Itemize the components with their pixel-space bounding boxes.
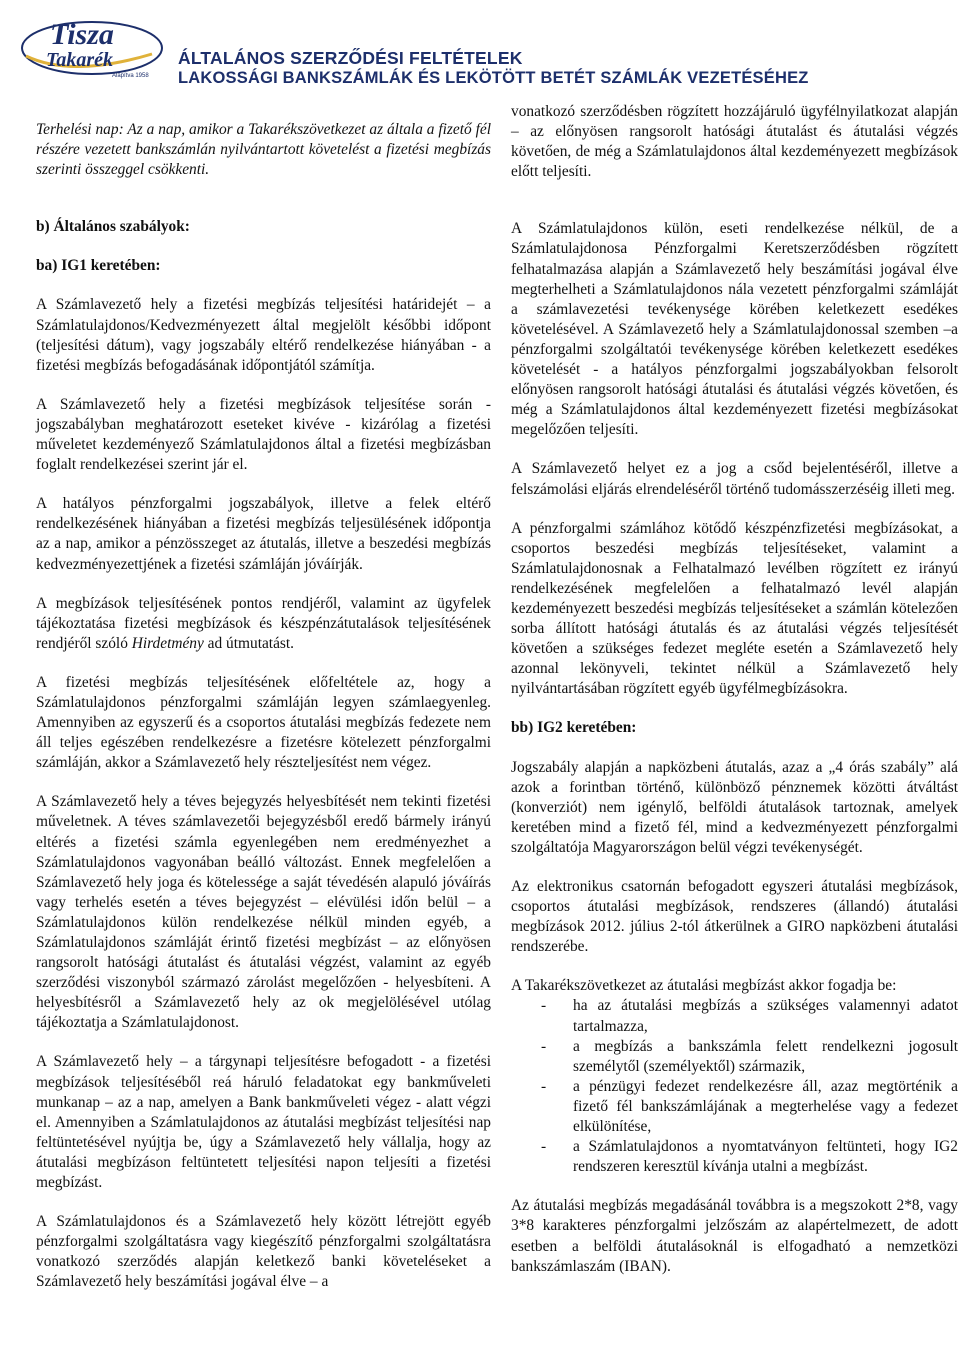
paragraph: A Számlavezető helyet ez a jog a csőd bejelentéséről, illetve a felszámolási eljárás elrendeléséről történő tudomásszerzéséig illeti meg. (511, 460, 958, 498)
company-logo (12, 4, 164, 86)
list-dash: - (541, 1037, 547, 1055)
svg-text:Tisza: Tisza (50, 18, 114, 51)
header-title-line2: LAKOSSÁGI BANKSZÁMLÁK ÉS LEKÖTÖTT BETÉT SZÁMLÁK VEZETÉSÉHEZ (178, 69, 809, 87)
list-item-text: a megbízás a bankszámla felett rendelkezni jogosult személytől (személyektől) származik, (573, 1037, 958, 1075)
svg-text:Alapítva 1958: Alapítva 1958 (112, 73, 149, 79)
paragraph: A Számlatulajdonos és a Számlavezető hely között létrejött egyéb pénzforgalmi szolgáltatásra vagy kiegészítő pénzforgalmi szolgáltatásra vonatkozó szerződés alapján keletkező banki követeléseket a Számlavezető hely beszámítási jogával élve – a (36, 1213, 491, 1291)
paragraph: A hatályos pénzforgalmi jogszabályok, illetve a felek eltérő rendelkezésének hiányában a fizetési megbízás teljesülésének időpontja az a nap, amikor a pénzösszeget az átutalás, illetve a beszedési megbízás kedvezményezettjének a fizetési számláján jóváírják. (36, 495, 491, 573)
paragraph: A pénzforgalmi számlához kötődő készpénzfizetési megbízásokat, a csoportos beszedési megbízás teljesítéseket, valamint a Számlatulajdonosnak a Felhatalmazó levélben rögzített ez irányú rendelkezésének megfelelően a felhatalmazó levél alapján kezdeményezett beszedési megbízás teljesítéseket a számlán kötelezően sorba állított hatósági átutalás és az átutalási végzés teljesítését követően a szükséges fedezet megléte esetén a Számlavezető hely azonnal lekönyveli, tekintet nélkül a Számlavezető hely nyilvántartásában rögzített egyéb ügyfélmegbízásokra. (511, 519, 958, 698)
list-item (511, 1037, 958, 1077)
right-column (511, 102, 958, 1296)
header-title-line1: ÁLTALÁNOS SZERZŐDÉSI FELTÉTELEK (178, 48, 523, 68)
svg-text:Takarék: Takarék (46, 49, 114, 71)
acceptance-conditions-list (511, 996, 958, 1177)
section-heading-b: b) Általános szabályok: (36, 218, 190, 236)
paragraph: A Számlavezető hely – a tárgynapi teljesítésre befogadott - a fizetési megbízások teljesítéséből reá háruló feladatokat egy bankműveleti munkanap – az a nap, amelyen a Bank bankműveleti végez - alatt végzi el. Amennyiben a Számlatulajdonos az átutalási megbízást teljesítési nap feltüntetésével nyújtja be, úgy a Számlavezető hely vállalja, hogy az átutalási megbízáson feltüntetett teljesítési napon teljesíti a fizetési megbízást. (36, 1053, 491, 1192)
paragraph: A Számlatulajdonos külön, eseti rendelkezése nélkül, de a Számlatulajdonosa Pénzforgalmi Keretszerződésben rögzített felhatalmazása alapján a Számlavezető hely beszámítási jogával élve megterhelheti a Számlatulajdonos nála vezetett pénzforgalmi számláját a számlavezetési tevékenysége körében keletkezett esedékes követelésével. A Számlavezető hely a Számlatulajdonossal szemben –a pénzforgalmi szolgáltatói tevékenysége körében keletkezett esedékes követelését - a hatályos pénzforgalmi jogszabályokban felsorolt előnyösen rangsorolt hatósági átutalási és átutalási végzés követően, és még a Számlatulajdonos által kezdeményezett fizetési megbízásokat megelőzően teljesíti. (511, 220, 958, 439)
terheles-nap-definition: Az a nap, amikor a Takarékszövetkezet az általa a fizető fél részére vezetett bankszámlán nyilvántartott követelést a fizetési megbízás szerinti összeggel csökkenti. (36, 121, 491, 179)
text-run: A megbízások teljesítésének pontos rendjéről, valamint az ügyfelek tájékoztatása fizetési megbízások és készpénzátutalások teljesítésének rendjéről szóló (36, 594, 491, 652)
term-terheles-nap: Terhelési nap: (36, 121, 124, 138)
subsection-heading-ba: ba) IG1 keretében: (36, 257, 161, 275)
paragraph: A Számlavezető hely a fizetési megbízások teljesítése során - jogszabályban meghatározott eseteket kivéve - kizárólag a fizetési műveletet kezdeményező Számlatulajdonos által a fizetési megbízásban foglalt rendelkezései szerint jár el. (36, 395, 491, 474)
paragraph: Az elektronikus csatornán befogadott egyszeri átutalási megbízások, csoportos átutalási megbízások, rendszeres (állandó) átutalási megbízások 2012. július 2-tól átkerülnek a GIRO napközbeni átutalási rendszerébe. (511, 878, 958, 956)
list-item (511, 1077, 958, 1137)
paragraph: Jogszabály alapján a napközbeni átutalás, azaz a „4 órás szabály” alá azok a forintban történő, különböző pénznemek közötti átváltást (konverziót) nem igénylő, belföldi átutalások tartoznak, amelyek keretében mind a fizető fél, mind a kedvezményezett pénzforgalmi szolgáltatója Magyarországon belül végzi tevékenységét. (511, 758, 958, 856)
terheles-nap-paragraph (36, 120, 491, 180)
list-item-text: ha az átutalási megbízás a szükséges valamennyi adatot tartalmazza, (573, 997, 958, 1035)
left-column (36, 120, 491, 1293)
subsection-heading-bb: bb) IG2 keretében: (511, 719, 637, 737)
paragraph: A fizetési megbízás teljesítésének előfeltétele az, hogy a Számlatulajdonos pénzforgalmi számláján legyen számlaegyenleg. Amennyiben az egyszerű és a csoportos átutalási megbízás fedezete nem áll teljes egészében rendelkezésre a fizetésre kötelezett pénzforgalmi számláján, akkor a Számlavezető hely részteljesítést nem végez. (36, 673, 491, 772)
hirdetmeny-reference: Hirdetmény (131, 634, 204, 652)
list-dash: - (541, 997, 547, 1015)
list-dash: - (541, 1138, 547, 1156)
list-intro: A Takarékszövetkezet az átutalási megbízást akkor fogadja be: (511, 977, 897, 995)
list-item (511, 1137, 958, 1177)
document-header (178, 48, 948, 88)
paragraph-hirdetmeny (36, 594, 491, 654)
paragraph: vonatkozó szerződésben rögzített hozzájáruló ügyfélnyilatkozat alapján – az előnyösen rangsorolt hatósági átutalást és átutalási végzés követően, de még a Számlatulajdonos által kezdeményezett megbízások előtt teljesíti. (511, 103, 958, 181)
paragraph: A Számlavezető hely a fizetési megbízás teljesítési határidejét – a Számlatulajdonos/Kedvezményezett által megjelölt későbbi időpont (teljesítési dátum), vagy jogszabály eltérő rendelkezése hiányában - a fizetési megbízás befogadásának időpontjától számítja. (36, 296, 491, 374)
list-item-text: a pénzügyi fedezet rendelkezésre áll, azaz megtörténik a fizető fél bankszámlájának a megterhelése vagy a fedezet elkülönítése, (573, 1077, 958, 1136)
logo-graphic (12, 4, 164, 86)
paragraph: Az átutalási megbízás megadásánál továbbra is a megszokott 2*8, vagy 3*8 karakteres pénzforgalmi jelzőszám az alapértelmezett, de adott esetben a belföldi átutalásoknál is elfogadható a nemzetközi bankszámlaszám (IBAN). (511, 1197, 958, 1275)
list-dash: - (541, 1077, 547, 1095)
list-item (511, 996, 958, 1036)
paragraph: A Számlavezető hely a téves bejegyzés helyesbítését nem tekinti fizetési műveletnek. A téves számlavezetői bejegyzésből eredő bármely irányú eltérés a fizetési számla egyenlegében nem eredményezhet a Számlatulajdonos vagyonában beálló változást. Ennek megfelelően a Számlavezető hely joga és kötelessége a saját tévedésén alapuló jóváírás vagy terhelés esetén a téves bejegyzést – elévülési időn belül – a Számlatulajdonos külön rendelkezése nélkül minden egyéb, a Számlatulajdonos számláját érintő fizetési megbízást – az előnyösen rangsorolt hatósági átutalást és átutalási végzést, valamint az egyéb szerződési viszonyból származó zárolást megelőzően - helyesbíteni. A helyesbítésről a Számlavezető hely az ok megjelölésével utólag tájékoztatja a Számlatulajdonost. (36, 793, 491, 1032)
text-run: ad útmutatást. (203, 634, 295, 652)
list-item-text: a Számlatulajdonos a nyomtatványon feltünteti, hogy IG2 rendszeren keresztül kívánja utalni a megbízást. (573, 1138, 958, 1176)
